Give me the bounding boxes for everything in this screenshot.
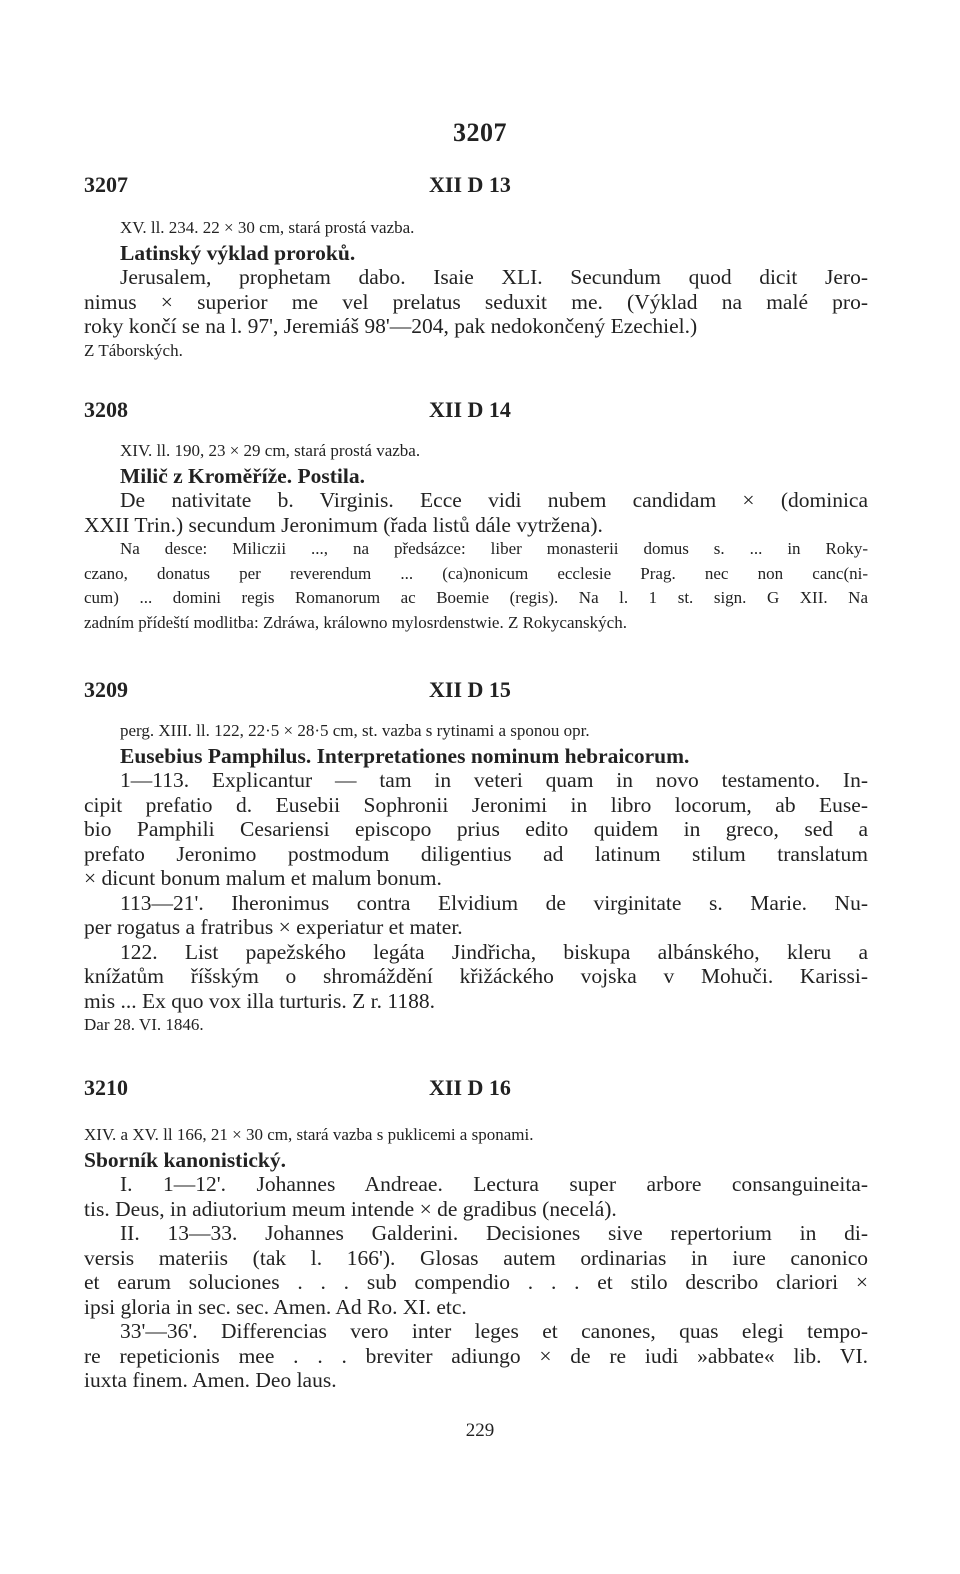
entry-title: Milič z Kroměříže. Postila. bbox=[120, 463, 365, 488]
shelf-signature: XII D 15 bbox=[429, 677, 511, 702]
text-line: ipsi gloria in sec. sec. Amen. Ad Ro. XI. etc. bbox=[84, 1294, 467, 1319]
catalog-entry bbox=[84, 677, 868, 1038]
entry-number: 3209 bbox=[84, 677, 128, 702]
entry-number: 3208 bbox=[84, 397, 128, 422]
text-line: II. 13—33. Johannes Galderini. Decisiones sive repertorium in di- bbox=[120, 1221, 868, 1245]
text-line: 122. List papežského legáta Jindřicha, biskupa albánského, kleru a bbox=[120, 939, 868, 964]
text-line: 113—21'. Iheronimus contra Elvidium de virginitate s. Marie. Nu- bbox=[120, 890, 868, 915]
note-line: czano, donatus per reverendum ... (ca)nonicum ecclesie Prag. nec non canc(ni- bbox=[84, 563, 868, 583]
catalog-entry bbox=[84, 1075, 868, 1393]
note-line: cum) ... domini regis Romanorum ac Boemie (regis). Na l. 1 st. sign. G XII. Na bbox=[84, 588, 868, 607]
text-line: 33'—36'. Differencias vero inter leges et canones, quas elegi tempo- bbox=[120, 1319, 868, 1343]
text-line: cipit prefatio d. Eusebii Sophronii Jeronimi in libro locorum, ab Euse- bbox=[84, 792, 868, 817]
entry-title: Eusebius Pamphilus. Interpretationes nominum hebraicorum. bbox=[120, 743, 690, 768]
entry-title: Sborník kanonistický. bbox=[84, 1147, 286, 1172]
entry-number: 3210 bbox=[84, 1075, 128, 1100]
physical-description: XIV. ll. 190, 23 × 29 cm, stará prostá vazba. bbox=[120, 441, 421, 460]
text-line: et earum soluciones . . . sub compendio . . . et stilo describo clariori × bbox=[84, 1270, 868, 1294]
text-line: prefato Jeronimo postmodum diligentius ad latinum stilum translatum bbox=[84, 841, 868, 866]
folio-number: 229 bbox=[465, 1420, 495, 1441]
running-page-number: 3207 bbox=[453, 118, 507, 147]
physical-description: XV. ll. 234. 22 × 30 cm, stará prostá vazba. bbox=[120, 218, 415, 237]
text-line: I. 1—12'. Johannes Andreae. Lectura super arbore consanguineita- bbox=[120, 1172, 868, 1196]
physical-description: perg. XIII. ll. 122, 22·5 × 28·5 cm, st. vazba s rytinami a sponou opr. bbox=[120, 721, 590, 740]
shelf-signature: XII D 16 bbox=[429, 1075, 511, 1100]
text-line: tis. Deus, in adiutorium meum intende × de gradibus (necelá). bbox=[84, 1196, 617, 1221]
text-line: knížatům říšským o shromáždění křižáckého vojska v Mohuči. Karissi- bbox=[84, 964, 868, 988]
text-line: mis ... Ex quo vox illa turturis. Z r. 1188. bbox=[84, 988, 435, 1013]
note-line: Na desce: Miliczii ..., na předsázce: liber monasterii domus s. ... in Roky- bbox=[120, 539, 868, 558]
catalog-entry bbox=[84, 397, 868, 635]
shelf-signature: XII D 13 bbox=[429, 172, 511, 197]
provenance-note: Z Táborských. bbox=[84, 340, 183, 360]
text-line: nimus × superior me vel prelatus seduxit me. (Výklad na malé pro- bbox=[84, 289, 868, 314]
physical-description: XIV. a XV. ll 166, 21 × 30 cm, stará vazba s puklicemi a sponami. bbox=[84, 1125, 534, 1144]
entry-number: 3207 bbox=[84, 172, 128, 197]
text-line: re repeticionis mee . . . breviter adiungo × de re iudi »abbate« lib. VI. bbox=[84, 1343, 868, 1368]
text-line: roky končí se na l. 97', Jeremiáš 98'—204, pak nedokončený Ezechiel.) bbox=[84, 314, 698, 338]
catalog-entry bbox=[84, 172, 868, 363]
note-line: zadním přídeští modlitba: Zdráwa, králowno mylosrdenstwie. Z Rokycanských. bbox=[84, 612, 627, 632]
text-line: 1—113. Explicantur — tam in veteri quam in novo testamento. In- bbox=[120, 768, 868, 792]
text-line: versis materiis (tak l. 166'). Glosas autem ordinarias in iure canonico bbox=[84, 1245, 868, 1270]
text-line: Jerusalem, prophetam dabo. Isaie XLI. Secundum quod dicit Jero- bbox=[120, 265, 868, 289]
provenance-note: Dar 28. VI. 1846. bbox=[84, 1015, 204, 1034]
shelf-signature: XII D 14 bbox=[429, 397, 511, 422]
text-line: × dicunt bonum malum et malum bonum. bbox=[84, 866, 442, 890]
text-line: bio Pamphili Cesariensi episcopo prius edito quidem in greco, sed a bbox=[84, 817, 868, 841]
text-line: XXII Trin.) secundum Jeronimum (řada listů dále vytržena). bbox=[84, 512, 603, 537]
text-line: iuxta finem. Amen. Deo laus. bbox=[84, 1368, 337, 1392]
text-line: De nativitate b. Virginis. Ecce vidi nubem candidam × (dominica bbox=[120, 488, 868, 512]
entry-title: Latinský výklad proroků. bbox=[120, 240, 356, 265]
text-line: per rogatus a fratribus × experiatur et mater. bbox=[84, 915, 463, 939]
